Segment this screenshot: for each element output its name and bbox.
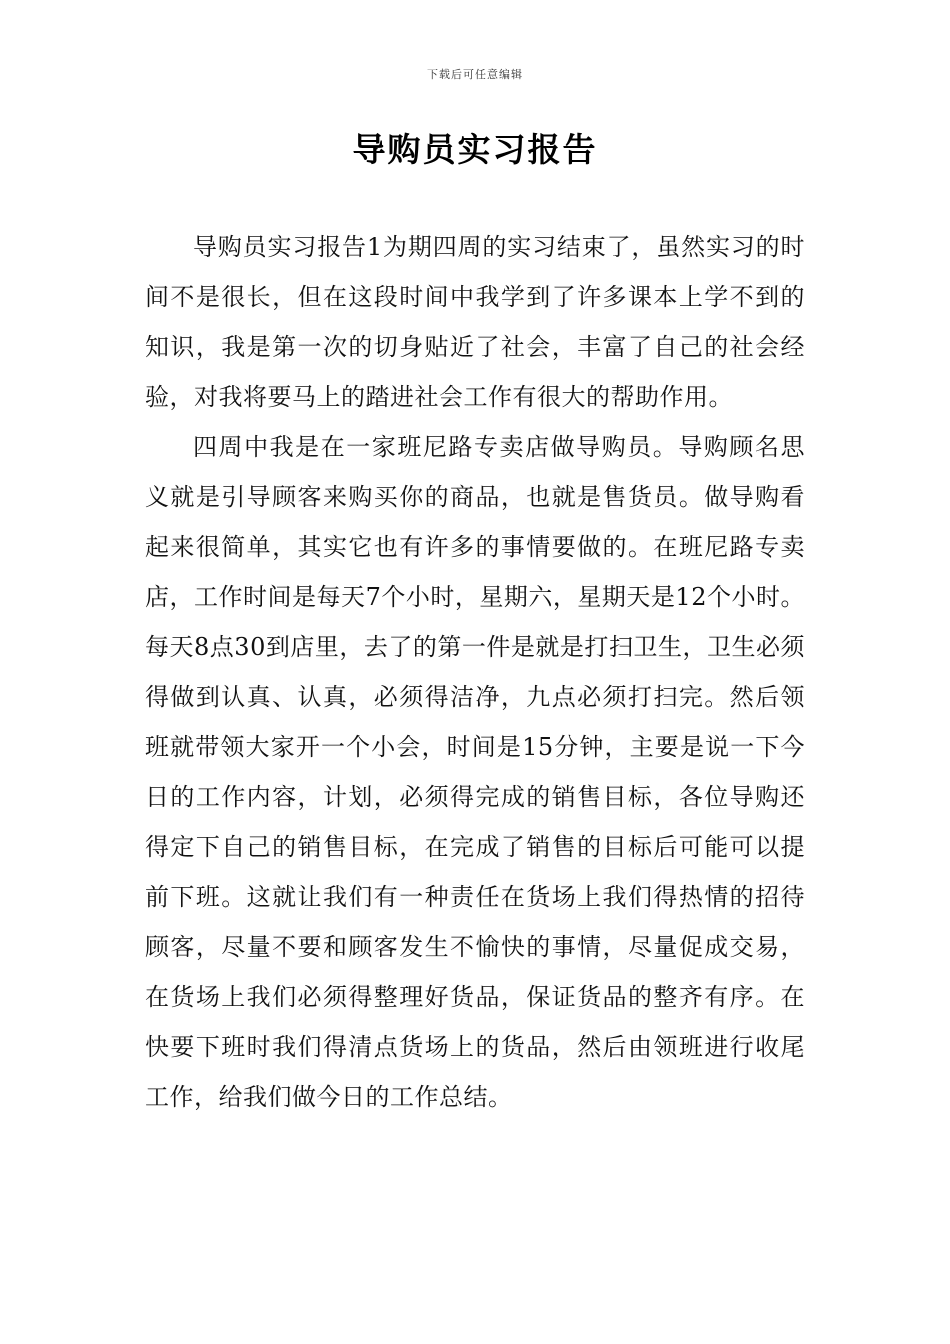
body-paragraph-2: 四周中我是在一家班尼路专卖店做导购员。导购顾名思义就是引导顾客来购买你的商品，也就是售货员。做导购看起来很简单，其实它也有许多的事情要做的。在班尼路专卖店，工作时间是每天7个小时，星期六，星期天是12个小时。每天8点30到店里，去了的第一件是就是打扫卫生，卫生必须得做到认真、认真，必须得洁净，九点必须打扫完。然后领班就带领大家开一个小会，时间是15分钟，主要是说一下今日的工作内容，计划，必须得完成的销售目标，各位导购还得定下自己的销售目标，在完成了销售的目标后可能可以提前下班。这就让我们有一种责任在货场上我们得热情的招待顾客，尽量不要和顾客发生不愉快的事情，尽量促成交易，在货场上我们必须得整理好货品，保证货品的整齐有序。在快要下班时我们得清点货场上的货品，然后由领班进行收尾工作，给我们做今日的工作总结。: [145, 433, 805, 1111]
body-paragraph-1: 导购员实习报告1为期四周的实习结束了，虽然实习的时间不是很长，但在这段时间中我学到了许多课本上学不到的知识，我是第一次的切身贴近了社会，丰富了自己的社会经验，对我将要马上的踏进社会工作有很大的帮助作用。: [145, 233, 805, 411]
document-body: [145, 222, 805, 1122]
page-header-note: 下载后可任意编辑: [427, 68, 523, 81]
document-title: 导购员实习报告: [352, 130, 598, 169]
